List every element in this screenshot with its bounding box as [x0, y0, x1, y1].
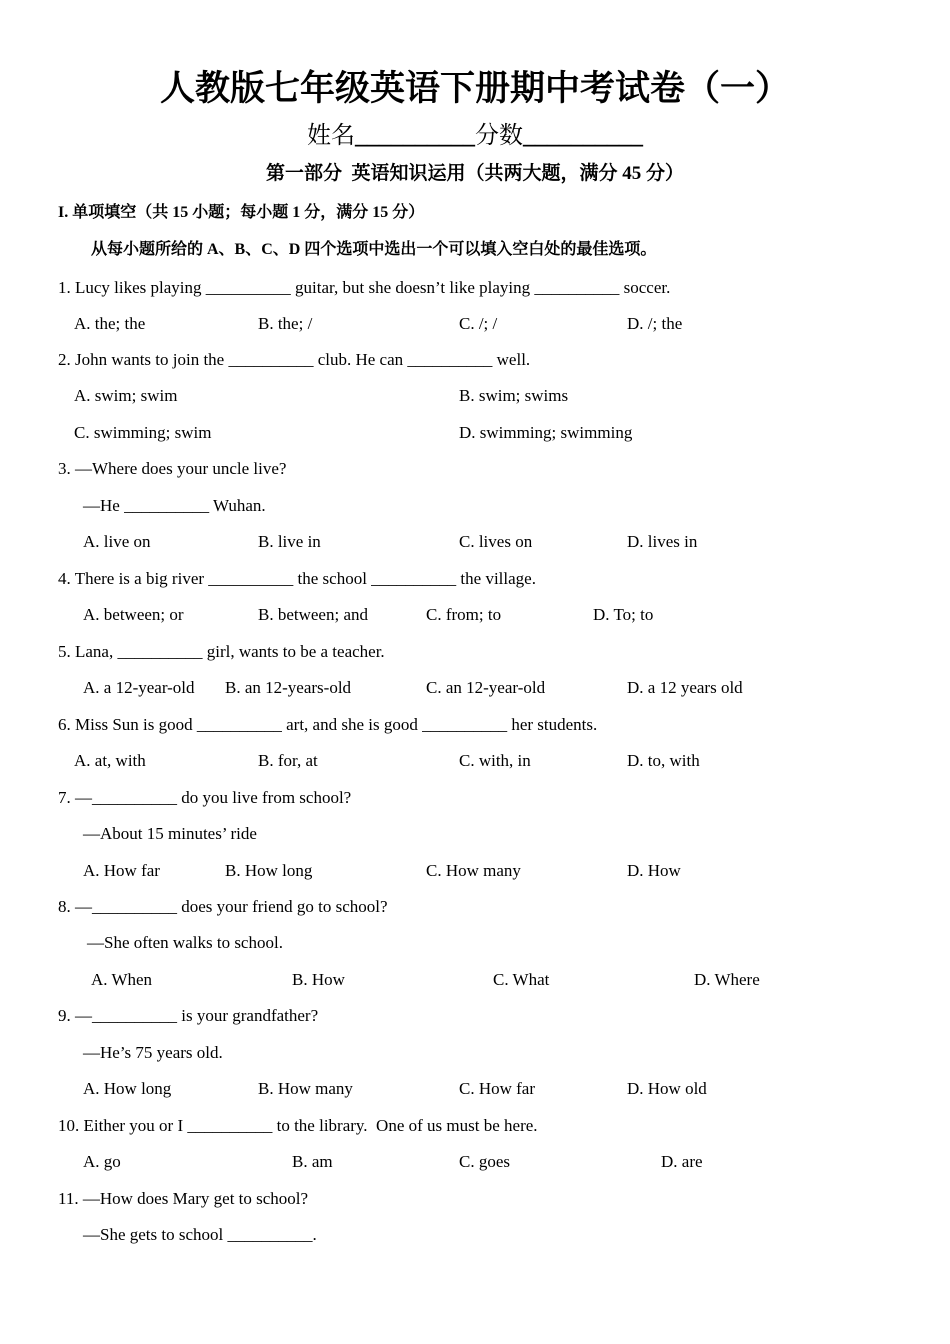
option-c: C. an 12-year-old: [426, 678, 546, 697]
option-b: B. for, at: [258, 751, 318, 770]
question-options-1: [0, 314, 950, 334]
option-a: A. live on: [83, 532, 151, 551]
option-c: C. goes: [459, 1152, 510, 1171]
question-options-4: [0, 605, 950, 625]
score-blank: __________: [523, 123, 643, 149]
option-d: D. swimming; swimming: [459, 423, 633, 442]
option-d: D. are: [661, 1152, 703, 1171]
question-reply-7: —About 15 minutes’ ride: [83, 824, 257, 843]
option-d: D. a 12 years old: [627, 678, 743, 697]
option-b: B. live in: [258, 532, 321, 551]
option-c: C. swimming; swim: [74, 423, 212, 442]
question-reply-9: —He’s 75 years old.: [83, 1043, 223, 1062]
score-label: 分数: [475, 123, 523, 149]
name-score-line: [0, 120, 950, 152]
option-b: B. How: [292, 970, 345, 989]
option-b: B. How many: [258, 1079, 353, 1098]
option-b: B. between; and: [258, 605, 368, 624]
section-instruction: 从每小题所给的 A、B、C、D 四个选项中选出一个可以填入空白处的最佳选项。: [91, 241, 657, 258]
option-c: C. /; /: [459, 314, 498, 333]
name-blank: __________: [355, 123, 475, 149]
question-options-10: [0, 1152, 950, 1172]
option-d: D. /; the: [627, 314, 683, 333]
question-reply-8: —She often walks to school.: [87, 933, 283, 952]
option-d: D. How old: [627, 1079, 707, 1098]
question-stem-11: 11. —How does Mary get to school?: [58, 1189, 309, 1208]
option-b: B. the; /: [258, 314, 313, 333]
question-options-8: [0, 970, 950, 990]
question-stem-7: 7. —__________ do you live from school?: [58, 788, 352, 807]
question-stem-4: 4. There is a big river __________ the school __________ the village.: [58, 569, 536, 588]
option-c: C. What: [493, 970, 550, 989]
option-a: A. swim; swim: [74, 386, 178, 405]
option-b: B. an 12-years-old: [225, 678, 352, 697]
option-d: D. to, with: [627, 751, 700, 770]
section-heading: I. 单项填空（共 15 小题；每小题 1 分，满分 15 分）: [58, 204, 425, 221]
option-a: A. go: [83, 1152, 121, 1171]
option-a: A. a 12-year-old: [83, 678, 195, 697]
option-d: D. To; to: [593, 605, 654, 624]
option-c: C. with, in: [459, 751, 531, 770]
question-stem-6: 6. Miss Sun is good __________ art, and she is good __________ her students.: [58, 715, 598, 734]
option-a: A. How long: [83, 1079, 172, 1098]
option-d: D. lives in: [627, 532, 698, 551]
question-stem-8: 8. —__________ does your friend go to school?: [58, 897, 388, 916]
option-b: B. swim; swims: [459, 386, 569, 405]
option-d: D. Where: [694, 970, 760, 989]
question-stem-2: 2. John wants to join the __________ club. He can __________ well.: [58, 350, 531, 369]
option-c: C. lives on: [459, 532, 533, 551]
option-d: D. How: [627, 861, 681, 880]
option-a: A. When: [91, 970, 153, 989]
option-a: A. at, with: [74, 751, 146, 770]
question-options-3: [0, 532, 950, 552]
option-c: C. How far: [459, 1079, 536, 1098]
option-b: B. am: [292, 1152, 333, 1171]
option-a: A. How far: [83, 861, 160, 880]
question-stem-5: 5. Lana, __________ girl, wants to be a teacher.: [58, 642, 385, 661]
option-c: C. How many: [426, 861, 521, 880]
name-label: 姓名: [307, 123, 355, 149]
question-reply-3: —He __________ Wuhan.: [83, 496, 266, 515]
question-options-6: [0, 751, 950, 771]
option-a: A. the; the: [74, 314, 146, 333]
part-heading: 第一部分 英语知识运用（共两大题，满分 45 分）: [265, 163, 684, 184]
question-options-2-cd: [0, 423, 950, 443]
question-options-7: [0, 861, 950, 881]
question-options-5: [0, 678, 950, 698]
question-stem-9: 9. —__________ is your grandfather?: [58, 1006, 319, 1025]
question-stem-1: 1. Lucy likes playing __________ guitar, but she doesn’t like playing __________ soccer.: [58, 278, 671, 297]
question-stem-3: 3. —Where does your uncle live?: [58, 459, 287, 478]
exam-title: 人教版七年级英语下册期中考试卷（一）: [159, 69, 790, 108]
option-b: B. How long: [225, 861, 313, 880]
question-reply-11: —She gets to school __________.: [83, 1225, 317, 1244]
question-options-2-ab: [0, 386, 950, 406]
option-a: A. between; or: [83, 605, 184, 624]
question-stem-10: 10. Either you or I __________ to the library. One of us must be here.: [58, 1116, 538, 1135]
option-c: C. from; to: [426, 605, 502, 624]
question-options-9: [0, 1079, 950, 1099]
